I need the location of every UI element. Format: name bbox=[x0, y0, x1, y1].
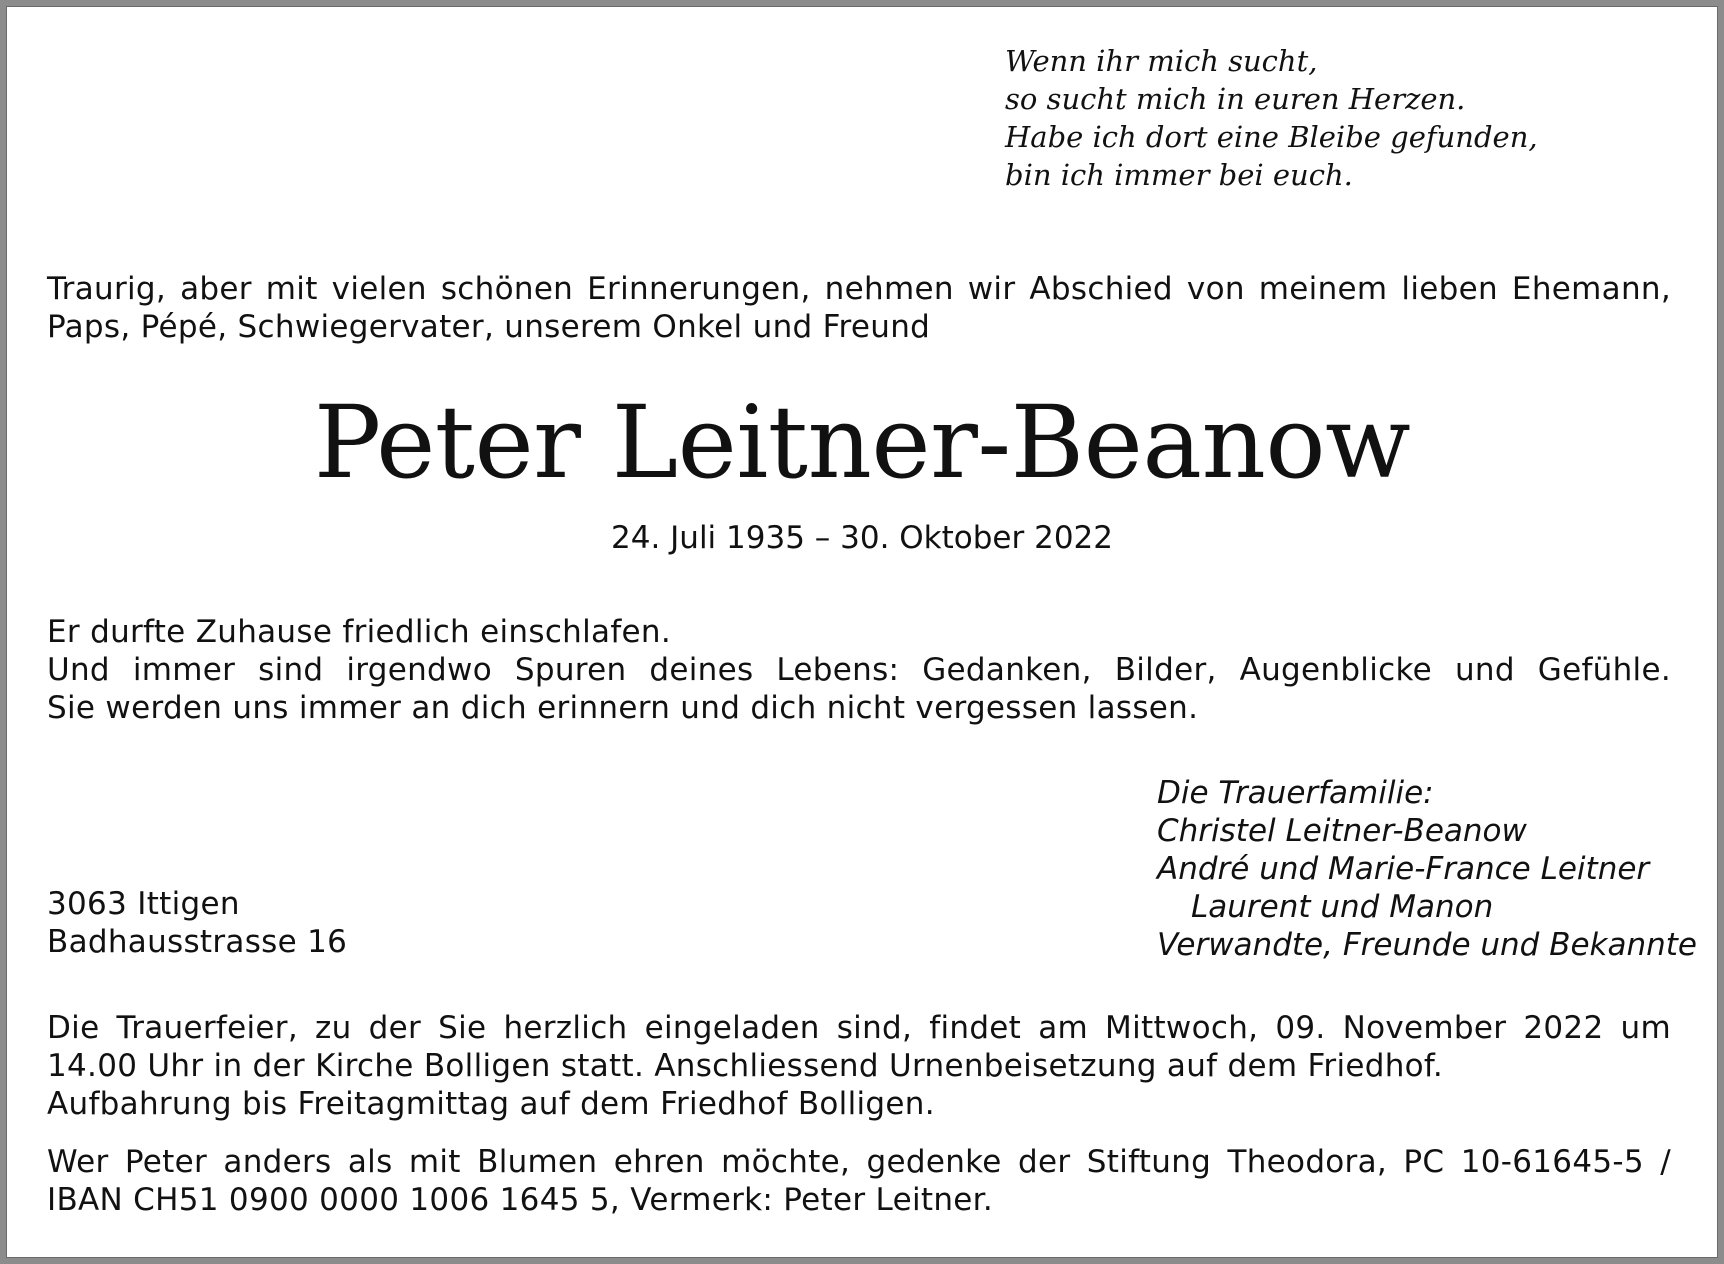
donation-line: Wer Peter anders als mit Blumen ehren möchte, gedenke der Stiftung Theodora, PC 10-61645-5 / bbox=[47, 1144, 1671, 1180]
intro-line: Traurig, aber mit vielen schönen Erinnerungen, nehmen wir Abschied von meinem lieben Ehemann, bbox=[47, 271, 1671, 307]
intro-line: Paps, Pépé, Schwiegervater, unserem Onkel und Freund bbox=[47, 309, 931, 345]
address-city: 3063 Ittigen bbox=[47, 886, 240, 922]
message-line: Sie werden uns immer an dich erinnern und dich nicht vergessen lassen. bbox=[47, 690, 1199, 726]
family-member: Verwandte, Freunde und Bekannte bbox=[1157, 927, 1698, 963]
address-street: Badhausstrasse 16 bbox=[47, 924, 348, 960]
ceremony-info bbox=[47, 1009, 1671, 1123]
obituary-notice bbox=[6, 6, 1718, 1258]
message-line: Und immer sind irgendwo Spuren deines Lebens: Gedanken, Bilder, Augenblicke und Gefühle. bbox=[47, 652, 1671, 688]
mourning-family bbox=[1157, 774, 1697, 964]
family-address bbox=[47, 885, 347, 961]
poem-line: bin ich immer bei euch. bbox=[1005, 158, 1353, 192]
family-heading: Die Trauerfamilie: bbox=[1157, 775, 1434, 811]
ceremony-line: Die Trauerfeier, zu der Sie herzlich eingeladen sind, findet am Mittwoch, 09. November 2022 um bbox=[47, 1010, 1671, 1046]
farewell-message bbox=[47, 613, 1671, 727]
ceremony-line: Aufbahrung bis Freitagmittag auf dem Friedhof Bolligen. bbox=[47, 1086, 935, 1122]
family-member: André und Marie-France Leitner bbox=[1157, 851, 1650, 887]
message-line: Er durfte Zuhause friedlich einschlafen. bbox=[47, 614, 672, 650]
ceremony-line: 14.00 Uhr in der Kirche Bolligen statt. Anschliessend Urnenbeisetzung auf dem Friedhof. bbox=[47, 1048, 1444, 1084]
poem-line: so sucht mich in euren Herzen. bbox=[1005, 82, 1466, 116]
deceased-name: Peter Leitner-Beanow bbox=[313, 384, 1411, 501]
donation-line: IBAN CH51 0900 0000 1006 1645 5, Vermerk: Peter Leitner. bbox=[47, 1182, 993, 1218]
life-dates: 24. Juli 1935 – 30. Oktober 2022 bbox=[611, 520, 1113, 556]
poem-line: Habe ich dort eine Bleibe gefunden, bbox=[1005, 120, 1538, 154]
family-member: Laurent und Manon bbox=[1191, 889, 1494, 925]
poem-line: Wenn ihr mich sucht, bbox=[1005, 44, 1318, 78]
donation-info bbox=[47, 1143, 1671, 1219]
intro-text bbox=[47, 270, 1671, 346]
memorial-poem bbox=[1005, 42, 1538, 194]
family-member: Christel Leitner-Beanow bbox=[1157, 813, 1527, 849]
